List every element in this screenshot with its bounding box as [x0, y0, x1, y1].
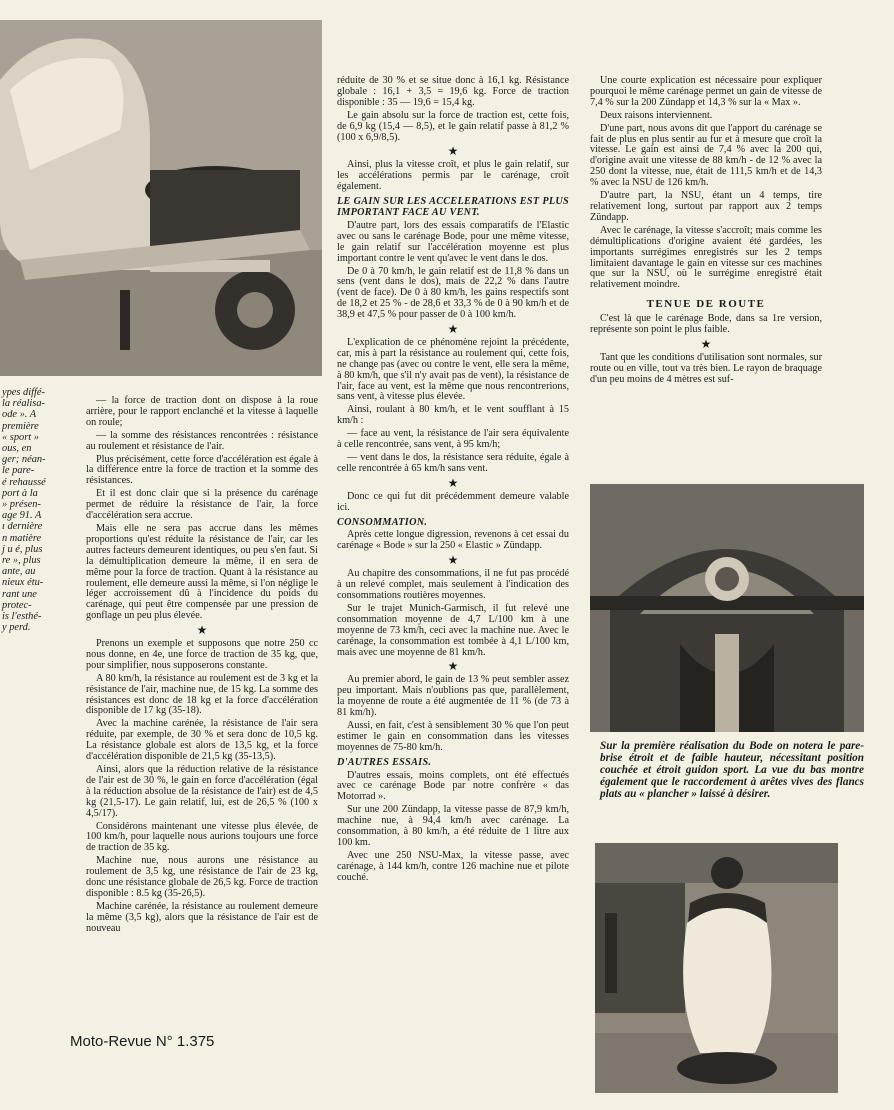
- paragraph: Plus précisément, cette force d'accélération est égale à la différence entre la force de traction et la somme des résistances.: [86, 453, 318, 487]
- paragraph: Avec la machine carénée, la résistance de l'air sera réduite, par exemple, de 30 % et sera donc de 10,5 kg. La résistance globale est alors de 13,5 kg, et la force d'accélération disponible de 21,5 kg (35-13,5).: [86, 718, 318, 763]
- section-heading: LE GAIN SUR LES ACCELERATIONS EST PLUS IMPORTANT FACE AU VENT.: [337, 196, 569, 218]
- star-separator: ★: [196, 623, 208, 638]
- paragraph: — face au vent, la résistance de l'air sera équivalente à celle rencontrée, sans vent, à 95 km/h;: [337, 428, 569, 451]
- paragraph: Et il est donc clair que si la présence du carénage permet de réduire la résistance de l'air, la force d'accélération sera accrue.: [86, 488, 318, 522]
- fragment-line: la réalisa-: [2, 398, 46, 410]
- paragraph: Ainsi, plus la vitesse croît, et plus le gain relatif, sur les accélérations permis par le carénage, croît également.: [337, 159, 569, 193]
- paragraph: Aussi, en fait, c'est à sensiblement 30 % que l'on peut estimer le gain en consommation dans les vitesses moyennes de 75-80 km/h.: [337, 719, 569, 753]
- fragment-line: y perd.: [2, 622, 31, 634]
- paragraph: D'autre part, la NSU, étant un 4 temps, tire relativement long, surtout par rapport aux 2 temps Zündapp.: [590, 190, 822, 223]
- paragraph: Ainsi, alors que la réduction relative de la résistance de l'air est de 30 %, le gain en force d'accélération (égal à la réduction absolue de la résistance de l'air) est de 4,5 kg (21,5-17). Le gain relatif, lui, est de 26,5 % (100 x 4,5/17).: [86, 764, 318, 819]
- fragment-line: « sport »: [2, 431, 39, 443]
- rider-illustration: [595, 843, 838, 1093]
- paragraph: D'autre part, lors des essais comparatifs de l'Elastic avec ou sans le carénage Bode, pour une même vitesse, le gain relatif sur l'accélération moyenne est plus important contre le vent qu'avec le vent dans le dos.: [337, 219, 569, 264]
- section-heading: CONSOMMATION.: [337, 516, 428, 528]
- star-separator: ★: [447, 144, 459, 159]
- fragment-line: ger; néan-: [2, 454, 46, 466]
- paragraph: Le gain absolu sur la force de traction est, cette fois, de 6,9 kg (15,4 — 8,5), et le gain relatif passe à 81,2 % (100 x 6,9/8,5).: [337, 109, 569, 143]
- fragment-line: ı dernière: [2, 521, 43, 533]
- fragment-line: age 91. A: [2, 510, 42, 522]
- paragraph: L'explication de ce phénomène rejoint la précédente, car, mis à part la résistance au roulement qui, cette fois, ne change pas (avec ou contre le vent, elle sera la même, à 80 km/h, que s'il n'y avait pas de vent), la résistance de l'air, face au vent, est la même que nous rencontrerions, sans vent, à vitesse plus élevée.: [337, 336, 569, 403]
- motorcycle-photo: [0, 20, 322, 376]
- paragraph: réduite de 30 % et se situe donc à 16,1 kg. Résistance globale : 16,1 + 3,5 = 19,6 kg. Force de traction disponible : 35 — 19,6 = 15,4 kg.: [337, 75, 569, 108]
- paragraph: Ainsi, roulant à 80 km/h, et le vent soufflant à 15 km/h :: [337, 404, 569, 427]
- paragraph: De 0 à 70 km/h, le gain relatif est de 11,8 % dans un sens (vent dans le dos), mais de 22,2 % dans l'autre (vent de face). De 0 à 80 km/h, les gains respectifs sont de 18,2 et 25 % - de 28,6 et 33,3 % de 0 à 90 km/h et de 38,9 et 47,5 % pour passer de 0 à 100 km/h.: [337, 265, 569, 321]
- fragment-line: nieux étu-: [2, 577, 44, 589]
- fragment-line: première: [2, 420, 39, 432]
- paragraph: Une courte explication est nécessaire pour expliquer pourquoi le même carénage permet un gain de vitesse de 7,4 % sur la 200 Zündapp et 14,3 % sur la « Max ».: [590, 75, 822, 108]
- paragraph: Après cette longue digression, revenons à cet essai du carénage « Bode » sur la 250 « Elastic » Zündapp.: [337, 529, 569, 552]
- paragraph: Considérons maintenant une vitesse plus élevée, de 100 km/h, pour laquelle nous aurions toujours une force de traction de 35 kg.: [86, 820, 318, 854]
- paragraph: Deux raisons interviennent.: [600, 109, 713, 121]
- handlebar-illustration: [590, 484, 864, 732]
- paragraph: Donc ce qui fut dit précédemment demeure valable ici.: [337, 490, 569, 513]
- column-2: [337, 76, 569, 886]
- paragraph: C'est là que le carénage Bode, dans sa 1re version, représente son point le plus faible.: [590, 313, 822, 336]
- fragment-line: rant une: [2, 588, 37, 600]
- column-1: [86, 396, 318, 937]
- fragment-line: ous, en: [2, 443, 32, 455]
- fragment-line: ode ». A: [2, 409, 37, 421]
- paragraph: Machine carénée, la résistance au roulement demeure la même (3,5 kg), alors que la résistance de l'air est de nouveau: [86, 900, 318, 934]
- fragment-line: ypes diffé-: [2, 387, 45, 398]
- paragraph: — la somme des résistances rencontrées : résistance au roulement et résistance de l'air.: [86, 429, 318, 452]
- handlebar-photo: [590, 484, 864, 732]
- fragment-line: j u é, plus: [2, 543, 43, 555]
- star-separator: ★: [447, 659, 459, 674]
- fragment-line: n matière: [2, 532, 42, 544]
- left-column-fragment: [2, 387, 62, 633]
- fragment-line: protec-: [2, 599, 32, 611]
- paragraph: Tant que les conditions d'utilisation sont normales, sur route ou en ville, tout va très bien. Le rayon de braquage d'un peu moins de 4 mètres est suf-: [590, 351, 822, 385]
- fragment-line: le pare-: [2, 465, 35, 477]
- paragraph: Avec une 250 NSU-Max, la vitesse passe, avec carénage, à 144 km/h, contre 126 machine nue et pilote couché.: [337, 849, 569, 883]
- motorcycle-illustration: [0, 20, 322, 376]
- page-footer: Moto-Revue N° 1.375: [70, 1033, 215, 1050]
- photo-caption: Sur la première réalisation du Bode on notera le pare-brise étroit et de faible hauteur, nécessitant position couchée et étroit guidon sport. La vue du bas montre également que le raccordement à arêtes vives des flancs plats au « plancher » laissé à désirer.: [600, 740, 864, 800]
- fragment-line: ante, au: [2, 566, 36, 578]
- paragraph: Avec le carénage, la vitesse s'accroît; mais comme les démultiplications d'origine avaient été gardées, les importants surrégimes enregistrés sur les 2 temps limitaient davantage le gain en vitesse sur ces machines que sur la NSU, où le surrégime enregistré était relativement moindre.: [590, 224, 822, 291]
- column-3: [590, 76, 822, 388]
- fragment-line: » présen-: [2, 499, 41, 511]
- paragraph: Au chapitre des consommations, il ne fut pas procédé à un relevé complet, mais seulement à l'indication des consommations routières moyennes.: [337, 568, 569, 601]
- fragment-line: is l'esthé-: [2, 611, 42, 623]
- paragraph: Sur le trajet Munich-Garmisch, il fut relevé une consommation moyenne de 4,7 L/100 km à une moyenne de 73 km/h, ceci avec la machine nue. Avec le carénage, la consommation est tombée à 4,1 L/100 km, mais avec une moyenne de 81 km/h.: [337, 602, 569, 658]
- paragraph: D'autres essais, moins complets, ont été effectués avec ce carénage Bode par notre confrère « das Motorrad ».: [337, 769, 569, 803]
- fragment-line: port à la: [2, 487, 38, 499]
- section-heading: D'AUTRES ESSAIS.: [337, 756, 432, 768]
- paragraph: D'une part, nous avons dit que l'apport du carénage se fait de plus en plus sentir au fur et à mesure que croît la vitesse. Le gain est ainsi de 7,4 % avec la 200 qui, d'origine avait une vitesse de 88 km/h - de 12 % avec la 250 dont la vitesse, nue, était de 111,5 km/h et de 14,3 % avec la NSU de 126 km/h.: [590, 122, 822, 189]
- paragraph: A 80 km/h, la résistance au roulement est de 3 kg et la résistance de l'air, machine nue, de 15 kg. La somme des résistances est donc de 18 kg et la force d'accélération disponible de 17 kg (35-18).: [86, 672, 318, 717]
- section-title: TENUE DE ROUTE: [646, 298, 766, 311]
- paragraph: Sur une 200 Zündapp, la vitesse passe de 87,9 km/h, machine nue, à 94,4 km/h avec carénage. La consommation, à 80 km/h, a été réduite de 1 litre aux 100 km.: [337, 804, 569, 848]
- star-separator: ★: [700, 336, 712, 351]
- star-separator: ★: [447, 322, 459, 337]
- star-separator: ★: [447, 553, 459, 568]
- star-separator: ★: [447, 475, 459, 490]
- paragraph: — la force de traction dont on dispose à la roue arrière, pour le rapport enclanché et la vitesse à laquelle on roule;: [86, 395, 318, 428]
- rider-photo: [595, 843, 838, 1093]
- paragraph: Au premier abord, le gain de 13 % peut sembler assez peu important. Mais n'oublions pas que, parallèlement, la moyenne de route a été augmentée de 11 % (de 73 à 81 km/h).: [337, 674, 569, 719]
- paragraph: — vent dans le dos, la résistance sera réduite, égale à celle rencontrée à 65 km/h sans vent.: [337, 452, 569, 474]
- fragment-line: é rehaussé: [2, 476, 46, 488]
- paragraph: Prenons un exemple et supposons que notre 250 cc nous donne, en 4e, une force de traction de 35 kg, que, pour simplifier, nous supposerons constante.: [86, 638, 318, 671]
- paragraph: Mais elle ne sera pas accrue dans les mêmes proportions qu'est réduite la résistance de l'air, car les autres facteurs demeurent identiques, ou peu s'en faut. Si la démultiplication demeure la même, il en sera de même pour la force de traction. Quant à la résistance au roulement, elle demeure aussi la même, si l'on néglige le léger accroissement dû à l'incidence du poids du carénage, qui peut être compensée par une pression de gonflage un peu plus élevée.: [86, 522, 318, 622]
- fragment-line: re », plus: [2, 555, 41, 567]
- paragraph: Machine nue, nous aurons une résistance au roulement de 3,5 kg, une résistance de l'air de 23 kg, donc une résistance globale de 26,5 kg. Force de traction disponible : 8.5 kg (35-26,5).: [86, 855, 318, 899]
